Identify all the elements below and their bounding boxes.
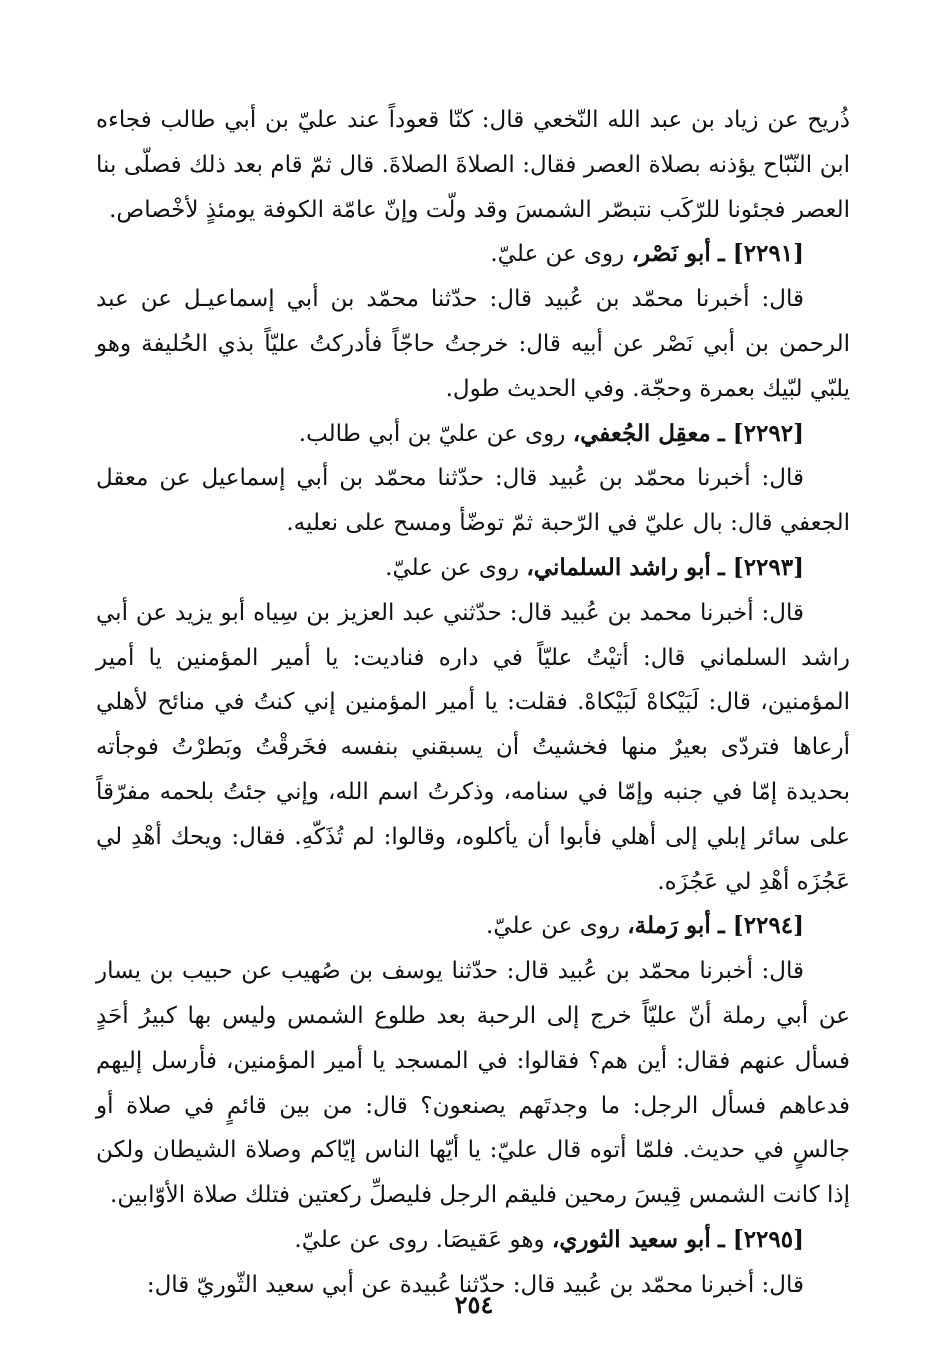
entry-description: روى عن عليّ. [385, 554, 520, 581]
entry-heading-2295 [96, 1218, 850, 1263]
page-body [96, 98, 850, 1308]
paragraph-2294: قال: أخبرنا محمّد بن عُبيد قال: حدّثنا يوسف بن صُهيب عن حبيب بن يسار عن أبي رملة أنّ عليّاً خرج إلى الرحبة بعد طلوع الشمس وليس بها كبيرُ أحَدٍ فسأل عنهم فقال: أين هم؟ فقالوا: في المسجد يا أمير المؤمنين، فأرسل إليهم فدعاهم فسأل الرجل: ما وجدتَهم يصنعون؟ قال: من بين قائمٍ في صلاة أو جالسٍ في حديث. فلمّا أتوه قال عليّ: يا أيّها الناس إيّاكم وصلاة الشيطان ولكن إذا كانت الشمس قِيسَ رمحين فليقم الرجل فليصلِّ ركعتين فتلك صلاة الأوّابين. [96, 958, 850, 1209]
entry-number: [٢٢٩٣] ـ [718, 553, 804, 581]
entry-name: معقِل الجُعفي، [572, 419, 711, 447]
entry-number: [٢٢٩٤] ـ [718, 912, 804, 940]
entry-description: روى عن عليّ بن أبي طالب. [298, 420, 566, 447]
paragraph-2291: قال: أخبرنا محمّد بن عُبيد قال: حدّثنا محمّد بن أبي إسماعيـل عن عبد الرحمن بن أبي نَصْر عن أبيه قال: خرجتُ حاجّاً فأدركتُ عليّاً بذي الحُليفة وهو يلبّي لبّيك بعمرة وحجّة. وفي الحديث طول. [96, 286, 850, 402]
entry-heading-2294 [96, 904, 850, 949]
entry-description: وهو عَقيصَا. روى عن عليّ. [294, 1226, 545, 1253]
entry-number: [٢٢٩٢] ـ [718, 419, 804, 447]
paragraph-2295: قال: أخبرنا محمّد بن عُبيد قال: حدّثنا عُبيدة عن أبي سعيد الثّوريّ قال: [146, 1271, 804, 1298]
entry-description: روى عن عليّ. [486, 913, 620, 940]
entry-name: أبو راشد السلماني، [526, 553, 711, 581]
entry-heading-2293 [96, 546, 850, 591]
entry-heading-2291 [96, 232, 850, 277]
page-number: ٢٥٤ [454, 1290, 494, 1319]
entry-number: [٢٢٩١] ـ [718, 240, 804, 268]
paragraph-continuation: ذُريح عن زياد بن عبد الله النّخعي قال: كنّا قعوداً عند عليّ بن أبي طالب فجاءه ابن النّبّاح يؤذنه بصلاة العصر فقال: الصلاةَ الصلاةَ. قال ثمّ قام بعد ذلك فصلّى بنا العصر فجئونا للرّكَب نتبصّر الشمسَ وقد ولّت وإنّ عامّة الكوفة يومئذٍ لأخْصاص. [96, 107, 850, 223]
entry-number: [٢٢٩٥] ـ [718, 1225, 804, 1253]
entry-heading-2292 [96, 412, 850, 457]
entry-name: أبو سعيد الثوري، [551, 1225, 711, 1253]
paragraph-2292: قال: أخبرنا محمّد بن عُبيد قال: حدّثنا محمّد بن أبي إسماعيل عن معقل الجعفي قال: بال عليّ في الرّحبة ثمّ توضّأ ومسح على نعليه. [96, 465, 850, 537]
entry-name: أبو نَصْر، [631, 240, 711, 268]
entry-name: أبو رَملة، [627, 912, 711, 940]
paragraph-2293: قال: أخبرنا محمد بن عُبيد قال: حدّثني عبد العزيز بن سِياه أبو يزيد عن أبي راشد السلماني قال: أتيْتُ عليّاً في داره فناديت: يا أمير المؤمنين يا أمير المؤمنين، قال: لَبَيْكاهْ لَبَيْكاهْ. فقلت: يا أمير المؤمنين إني كنتُ في منائح لأهلي أرعاها فتردّى بعيرٌ منها فخشيتُ أن يسبقني بنفسه فخَرقْتُ وبَطرْتُ فوجأته بحديدة إمّا في جنبه وإمّا في سنامه، وذكرتُ اسم الله، وإني جئتُ بلحمه مفرّقاً على سائر إبلي إلى أهلي فأبوا أن يأكلوه، وقالوا: لم تُذَكّهِ. فقال: ويحك أهْدِ لي عَجُزَه أهْدِ لي عَجُزَه. [96, 599, 850, 895]
entry-description: روى عن عليّ. [490, 241, 625, 268]
